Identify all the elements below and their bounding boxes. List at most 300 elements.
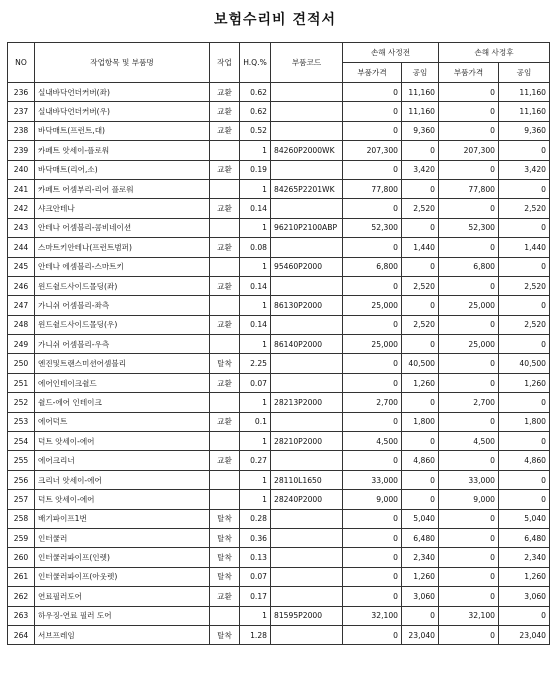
cell-no: 254 xyxy=(8,432,35,451)
table-row xyxy=(8,432,550,451)
cell-after-labor: 11,160 xyxy=(499,102,550,121)
cell-before-labor: 11,160 xyxy=(402,102,439,121)
cell-hq: 0.28 xyxy=(240,509,271,528)
cell-code xyxy=(271,238,343,257)
cell-item: 실내바닥언더커버(좌) xyxy=(35,83,210,102)
cell-before-labor: 0 xyxy=(402,257,439,276)
cell-no: 249 xyxy=(8,335,35,354)
cell-code xyxy=(271,528,343,547)
cell-item: 윈드쉴드사이드몰딩(좌) xyxy=(35,276,210,295)
cell-before-labor: 4,860 xyxy=(402,451,439,470)
cell-after-parts-price: 6,800 xyxy=(439,257,499,276)
table-row xyxy=(8,625,550,644)
cell-no: 245 xyxy=(8,257,35,276)
cell-after-parts-price: 0 xyxy=(439,102,499,121)
cell-work: 교환 xyxy=(210,83,240,102)
cell-before-labor: 5,040 xyxy=(402,509,439,528)
cell-work xyxy=(210,296,240,315)
estimate-table xyxy=(7,42,550,645)
table-row xyxy=(8,121,550,140)
cell-code: 28240P2000 xyxy=(271,490,343,509)
cell-code: 28210P2000 xyxy=(271,432,343,451)
cell-before-parts-price: 0 xyxy=(343,315,402,334)
cell-after-labor: 1,440 xyxy=(499,238,550,257)
cell-hq: 0.19 xyxy=(240,160,271,179)
table-row xyxy=(8,315,550,334)
cell-before-parts-price: 207,300 xyxy=(343,141,402,160)
cell-no: 261 xyxy=(8,567,35,586)
cell-item: 쉴드-에어 인테이크 xyxy=(35,393,210,412)
cell-work: 탈착 xyxy=(210,354,240,373)
cell-after-parts-price: 0 xyxy=(439,83,499,102)
cell-code xyxy=(271,354,343,373)
cell-after-labor: 40,500 xyxy=(499,354,550,373)
table-row xyxy=(8,548,550,567)
table-row xyxy=(8,238,550,257)
cell-before-labor: 0 xyxy=(402,393,439,412)
cell-after-labor: 2,520 xyxy=(499,315,550,334)
table-row xyxy=(8,276,550,295)
cell-code xyxy=(271,451,343,470)
cell-after-labor: 2,340 xyxy=(499,548,550,567)
cell-hq: 0.08 xyxy=(240,238,271,257)
cell-no: 252 xyxy=(8,393,35,412)
cell-code: 81595P2000 xyxy=(271,606,343,625)
cell-before-labor: 2,520 xyxy=(402,199,439,218)
cell-after-labor: 23,040 xyxy=(499,625,550,644)
header-hq: H.Q.% xyxy=(240,43,271,83)
cell-item: 인터쿨러 xyxy=(35,528,210,547)
cell-before-parts-price: 0 xyxy=(343,528,402,547)
cell-work xyxy=(210,470,240,489)
cell-before-parts-price: 0 xyxy=(343,625,402,644)
header-after-parts-price: 부품가격 xyxy=(439,63,499,83)
cell-after-parts-price: 0 xyxy=(439,199,499,218)
cell-after-parts-price: 25,000 xyxy=(439,296,499,315)
cell-hq: 1 xyxy=(240,257,271,276)
table-body xyxy=(8,83,550,645)
cell-hq: 0.07 xyxy=(240,567,271,586)
cell-after-parts-price: 0 xyxy=(439,412,499,431)
cell-hq: 1 xyxy=(240,296,271,315)
cell-after-labor: 2,520 xyxy=(499,276,550,295)
table-row xyxy=(8,490,550,509)
cell-work xyxy=(210,335,240,354)
cell-after-labor: 11,160 xyxy=(499,83,550,102)
cell-work xyxy=(210,257,240,276)
cell-after-labor: 0 xyxy=(499,606,550,625)
cell-item: 덕트 앗세이-에어 xyxy=(35,432,210,451)
cell-hq: 0.07 xyxy=(240,373,271,392)
cell-hq: 1 xyxy=(240,141,271,160)
cell-before-labor: 3,420 xyxy=(402,160,439,179)
cell-no: 241 xyxy=(8,179,35,198)
cell-hq: 0.52 xyxy=(240,121,271,140)
cell-after-parts-price: 207,300 xyxy=(439,141,499,160)
table-row xyxy=(8,393,550,412)
cell-code xyxy=(271,315,343,334)
cell-before-parts-price: 0 xyxy=(343,548,402,567)
cell-work: 교환 xyxy=(210,160,240,179)
cell-after-parts-price: 0 xyxy=(439,276,499,295)
cell-after-parts-price: 0 xyxy=(439,121,499,140)
table-row xyxy=(8,335,550,354)
cell-after-parts-price: 0 xyxy=(439,160,499,179)
cell-no: 253 xyxy=(8,412,35,431)
cell-work xyxy=(210,218,240,237)
cell-before-parts-price: 0 xyxy=(343,102,402,121)
cell-after-labor: 4,860 xyxy=(499,451,550,470)
cell-work: 교환 xyxy=(210,315,240,334)
cell-item: 안테나 에셈블리-스마트키 xyxy=(35,257,210,276)
header-before-parts-price: 부품가격 xyxy=(343,63,402,83)
table-row xyxy=(8,257,550,276)
cell-no: 240 xyxy=(8,160,35,179)
cell-before-labor: 1,260 xyxy=(402,567,439,586)
cell-work: 교환 xyxy=(210,451,240,470)
cell-hq: 0.36 xyxy=(240,528,271,547)
cell-after-parts-price: 0 xyxy=(439,451,499,470)
cell-work: 교환 xyxy=(210,587,240,606)
cell-after-labor: 0 xyxy=(499,470,550,489)
cell-before-parts-price: 32,100 xyxy=(343,606,402,625)
cell-code: 28110L1650 xyxy=(271,470,343,489)
cell-hq: 1 xyxy=(240,606,271,625)
header-work: 작업 xyxy=(210,43,240,83)
cell-before-parts-price: 0 xyxy=(343,451,402,470)
cell-code xyxy=(271,548,343,567)
cell-item: 카페트 앗세이-플로워 xyxy=(35,141,210,160)
table-row xyxy=(8,83,550,102)
cell-after-parts-price: 0 xyxy=(439,315,499,334)
table-row xyxy=(8,160,550,179)
cell-hq: 0.62 xyxy=(240,102,271,121)
cell-after-parts-price: 2,700 xyxy=(439,393,499,412)
cell-work: 교환 xyxy=(210,102,240,121)
cell-after-labor: 1,800 xyxy=(499,412,550,431)
cell-item: 인터쿨러파이프(아웃렛) xyxy=(35,567,210,586)
cell-before-labor: 0 xyxy=(402,335,439,354)
table-row xyxy=(8,296,550,315)
cell-code xyxy=(271,567,343,586)
cell-before-labor: 0 xyxy=(402,606,439,625)
table-row xyxy=(8,199,550,218)
cell-before-labor: 23,040 xyxy=(402,625,439,644)
cell-work: 교환 xyxy=(210,412,240,431)
cell-code xyxy=(271,121,343,140)
cell-no: 244 xyxy=(8,238,35,257)
cell-work xyxy=(210,432,240,451)
cell-no: 247 xyxy=(8,296,35,315)
header-before: 손해 사정전 xyxy=(343,43,439,63)
cell-code: 96210P2100ABP xyxy=(271,218,343,237)
cell-before-labor: 0 xyxy=(402,179,439,198)
cell-work: 교환 xyxy=(210,238,240,257)
cell-work xyxy=(210,490,240,509)
cell-before-labor: 2,340 xyxy=(402,548,439,567)
cell-no: 263 xyxy=(8,606,35,625)
cell-after-labor: 9,360 xyxy=(499,121,550,140)
cell-hq: 1 xyxy=(240,179,271,198)
cell-after-labor: 0 xyxy=(499,393,550,412)
cell-after-labor: 2,520 xyxy=(499,199,550,218)
cell-hq: 1 xyxy=(240,218,271,237)
cell-hq: 0.1 xyxy=(240,412,271,431)
cell-before-labor: 0 xyxy=(402,432,439,451)
cell-no: 250 xyxy=(8,354,35,373)
cell-no: 236 xyxy=(8,83,35,102)
cell-after-parts-price: 0 xyxy=(439,373,499,392)
cell-item: 실내바닥언더커버(우) xyxy=(35,102,210,121)
cell-before-parts-price: 0 xyxy=(343,199,402,218)
table-row xyxy=(8,179,550,198)
header-item: 작업항목 및 부품명 xyxy=(35,43,210,83)
cell-before-parts-price: 0 xyxy=(343,412,402,431)
cell-code xyxy=(271,102,343,121)
cell-code xyxy=(271,160,343,179)
cell-after-parts-price: 0 xyxy=(439,625,499,644)
cell-no: 262 xyxy=(8,587,35,606)
cell-after-labor: 0 xyxy=(499,179,550,198)
cell-before-parts-price: 4,500 xyxy=(343,432,402,451)
cell-before-parts-price: 6,800 xyxy=(343,257,402,276)
cell-work: 탈착 xyxy=(210,567,240,586)
cell-after-parts-price: 0 xyxy=(439,509,499,528)
cell-work: 교환 xyxy=(210,199,240,218)
cell-before-labor: 1,800 xyxy=(402,412,439,431)
cell-after-parts-price: 0 xyxy=(439,354,499,373)
cell-code: 86130P2000 xyxy=(271,296,343,315)
cell-before-labor: 0 xyxy=(402,141,439,160)
cell-before-parts-price: 2,700 xyxy=(343,393,402,412)
cell-after-labor: 0 xyxy=(499,335,550,354)
cell-item: 안테나 어셈블리-콤비네이션 xyxy=(35,218,210,237)
table-row xyxy=(8,373,550,392)
cell-before-parts-price: 0 xyxy=(343,354,402,373)
cell-after-labor: 0 xyxy=(499,141,550,160)
cell-hq: 1 xyxy=(240,335,271,354)
cell-no: 251 xyxy=(8,373,35,392)
cell-item: 가니쉬 어셈블리-우측 xyxy=(35,335,210,354)
cell-before-labor: 1,440 xyxy=(402,238,439,257)
cell-no: 238 xyxy=(8,121,35,140)
cell-hq: 0.27 xyxy=(240,451,271,470)
cell-before-parts-price: 0 xyxy=(343,83,402,102)
cell-after-parts-price: 77,800 xyxy=(439,179,499,198)
cell-code xyxy=(271,509,343,528)
cell-after-parts-price: 9,000 xyxy=(439,490,499,509)
cell-item: 스마트키안테나(프런트범퍼) xyxy=(35,238,210,257)
cell-after-labor: 3,420 xyxy=(499,160,550,179)
cell-work: 교환 xyxy=(210,276,240,295)
cell-no: 258 xyxy=(8,509,35,528)
cell-after-labor: 3,060 xyxy=(499,587,550,606)
cell-after-labor: 5,040 xyxy=(499,509,550,528)
cell-before-parts-price: 0 xyxy=(343,373,402,392)
cell-before-labor: 2,520 xyxy=(402,276,439,295)
table-row xyxy=(8,509,550,528)
cell-hq: 0.14 xyxy=(240,315,271,334)
cell-after-labor: 0 xyxy=(499,218,550,237)
cell-after-labor: 1,260 xyxy=(499,567,550,586)
cell-before-labor: 2,520 xyxy=(402,315,439,334)
cell-before-parts-price: 0 xyxy=(343,238,402,257)
table-row xyxy=(8,470,550,489)
cell-before-labor: 0 xyxy=(402,218,439,237)
cell-hq: 0.14 xyxy=(240,199,271,218)
cell-hq: 1.28 xyxy=(240,625,271,644)
cell-item: 배기파이프1번 xyxy=(35,509,210,528)
document-title: 보험수리비 견적서 xyxy=(213,12,337,28)
cell-before-parts-price: 0 xyxy=(343,567,402,586)
cell-code: 84265P2201WK xyxy=(271,179,343,198)
cell-code: 28213P2000 xyxy=(271,393,343,412)
cell-no: 248 xyxy=(8,315,35,334)
table-header xyxy=(8,43,550,83)
cell-after-labor: 0 xyxy=(499,432,550,451)
cell-no: 246 xyxy=(8,276,35,295)
cell-no: 255 xyxy=(8,451,35,470)
cell-hq: 0.62 xyxy=(240,83,271,102)
cell-before-labor: 9,360 xyxy=(402,121,439,140)
cell-before-parts-price: 33,000 xyxy=(343,470,402,489)
cell-before-parts-price: 52,300 xyxy=(343,218,402,237)
table-row xyxy=(8,451,550,470)
table-row xyxy=(8,528,550,547)
cell-before-labor: 0 xyxy=(402,490,439,509)
header-code: 부품코드 xyxy=(271,43,343,83)
cell-work: 탈착 xyxy=(210,625,240,644)
cell-code xyxy=(271,276,343,295)
cell-code xyxy=(271,373,343,392)
cell-no: 264 xyxy=(8,625,35,644)
cell-item: 바닥매트(리어,소) xyxy=(35,160,210,179)
cell-item: 에어인테이크쉴드 xyxy=(35,373,210,392)
cell-code xyxy=(271,83,343,102)
cell-hq: 1 xyxy=(240,393,271,412)
cell-after-parts-price: 32,100 xyxy=(439,606,499,625)
cell-work: 탈착 xyxy=(210,548,240,567)
table-row xyxy=(8,606,550,625)
cell-item: 카페트 어셈부리-리어 플로워 xyxy=(35,179,210,198)
cell-after-parts-price: 33,000 xyxy=(439,470,499,489)
cell-after-parts-price: 0 xyxy=(439,238,499,257)
cell-before-labor: 1,260 xyxy=(402,373,439,392)
header-after: 손해 사정후 xyxy=(439,43,550,63)
cell-before-parts-price: 0 xyxy=(343,160,402,179)
header-before-labor: 공임 xyxy=(402,63,439,83)
cell-after-labor: 0 xyxy=(499,296,550,315)
cell-item: 에어크리너 xyxy=(35,451,210,470)
cell-item: 바닥매트(프런트,대) xyxy=(35,121,210,140)
cell-no: 239 xyxy=(8,141,35,160)
cell-code: 84260P2000WK xyxy=(271,141,343,160)
cell-work xyxy=(210,393,240,412)
cell-item: 하우징-연료 필러 도어 xyxy=(35,606,210,625)
cell-before-parts-price: 0 xyxy=(343,276,402,295)
cell-before-labor: 6,480 xyxy=(402,528,439,547)
cell-before-parts-price: 25,000 xyxy=(343,335,402,354)
cell-hq: 0.13 xyxy=(240,548,271,567)
table-row xyxy=(8,102,550,121)
cell-code xyxy=(271,587,343,606)
cell-after-parts-price: 0 xyxy=(439,587,499,606)
cell-hq: 1 xyxy=(240,470,271,489)
cell-no: 260 xyxy=(8,548,35,567)
cell-before-parts-price: 9,000 xyxy=(343,490,402,509)
cell-after-parts-price: 0 xyxy=(439,567,499,586)
cell-code xyxy=(271,199,343,218)
cell-no: 243 xyxy=(8,218,35,237)
cell-item: 엔진및트랜스미션어셈블리 xyxy=(35,354,210,373)
cell-work: 교환 xyxy=(210,121,240,140)
cell-before-parts-price: 0 xyxy=(343,509,402,528)
table-row xyxy=(8,412,550,431)
cell-before-labor: 11,160 xyxy=(402,83,439,102)
cell-work: 교환 xyxy=(210,373,240,392)
cell-work: 탈착 xyxy=(210,509,240,528)
cell-before-parts-price: 77,800 xyxy=(343,179,402,198)
cell-before-labor: 0 xyxy=(402,470,439,489)
cell-after-parts-price: 25,000 xyxy=(439,335,499,354)
cell-item: 덕트 앗세이-에어 xyxy=(35,490,210,509)
cell-code xyxy=(271,412,343,431)
cell-hq: 1 xyxy=(240,490,271,509)
cell-after-labor: 0 xyxy=(499,257,550,276)
cell-item: 에어덕트 xyxy=(35,412,210,431)
cell-before-parts-price: 25,000 xyxy=(343,296,402,315)
cell-no: 257 xyxy=(8,490,35,509)
header-no: NO xyxy=(8,43,35,83)
cell-item: 샤크안테나 xyxy=(35,199,210,218)
cell-item: 가니쉬 어셈블리-좌측 xyxy=(35,296,210,315)
cell-after-parts-price: 52,300 xyxy=(439,218,499,237)
cell-before-parts-price: 0 xyxy=(343,121,402,140)
cell-before-labor: 0 xyxy=(402,296,439,315)
cell-code xyxy=(271,625,343,644)
cell-after-labor: 6,480 xyxy=(499,528,550,547)
cell-item: 서브프레임 xyxy=(35,625,210,644)
cell-after-parts-price: 0 xyxy=(439,528,499,547)
cell-work xyxy=(210,606,240,625)
cell-no: 259 xyxy=(8,528,35,547)
cell-after-labor: 1,260 xyxy=(499,373,550,392)
cell-work: 탈착 xyxy=(210,528,240,547)
table-row xyxy=(8,141,550,160)
cell-after-parts-price: 0 xyxy=(439,548,499,567)
table-row xyxy=(8,587,550,606)
table-row xyxy=(8,567,550,586)
cell-code: 95460P2000 xyxy=(271,257,343,276)
header-after-labor: 공임 xyxy=(499,63,550,83)
cell-code: 86140P2000 xyxy=(271,335,343,354)
cell-before-labor: 40,500 xyxy=(402,354,439,373)
table-row xyxy=(8,218,550,237)
cell-item: 연료필러도어 xyxy=(35,587,210,606)
cell-after-parts-price: 4,500 xyxy=(439,432,499,451)
cell-no: 256 xyxy=(8,470,35,489)
cell-no: 242 xyxy=(8,199,35,218)
cell-before-labor: 3,060 xyxy=(402,587,439,606)
cell-item: 윈드쉴드사이드몰딩(우) xyxy=(35,315,210,334)
cell-work xyxy=(210,179,240,198)
cell-hq: 0.17 xyxy=(240,587,271,606)
cell-after-labor: 0 xyxy=(499,490,550,509)
table-row xyxy=(8,354,550,373)
cell-hq: 0.14 xyxy=(240,276,271,295)
cell-item: 크리너 앗세이-에어 xyxy=(35,470,210,489)
cell-work xyxy=(210,141,240,160)
